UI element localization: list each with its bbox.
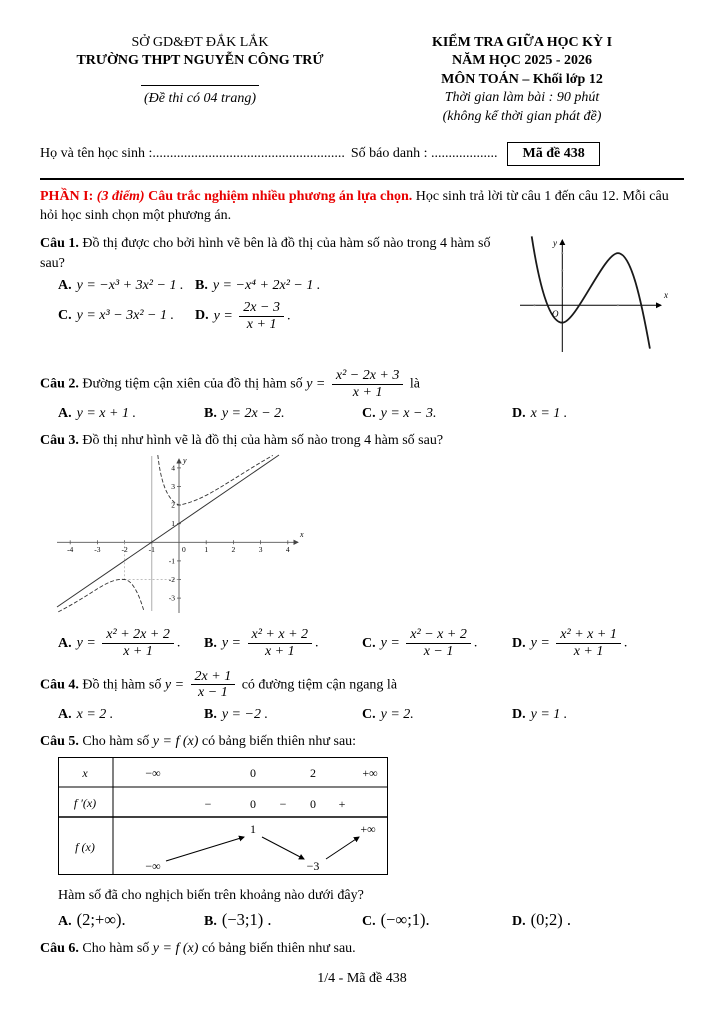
part1-title: Câu trắc nghiệm nhiều phương án lựa chọn.: [148, 189, 413, 205]
fraction: $\frac{\text{x² + 2x + 2}}{x + 1}$: [102, 627, 174, 659]
question-4-text-pre: Đồ thị hàm số: [82, 676, 162, 692]
question-2-options: [58, 404, 684, 424]
svg-text:−∞: −∞: [145, 766, 161, 781]
question-2-stem: Câu 2. Đường tiệm cận xiên của đồ thị hàm số y = $\frac{\text{x² − 2x + 3}}{x + 1}$ là: [40, 368, 420, 400]
subject-grade: MÔN TOÁN – Khối lớp 12: [441, 71, 603, 87]
fraction: $\frac{\text{x² + x + 1}}{x + 1}$: [556, 627, 621, 659]
question-2-text-post: là: [409, 376, 420, 392]
svg-text:4: 4: [285, 544, 290, 554]
page-footer: 1/4 - Mã đề 438: [317, 970, 407, 986]
svg-text:1: 1: [171, 518, 175, 528]
cubic-curve: [532, 237, 650, 349]
svg-text:1: 1: [250, 822, 256, 837]
option-c: C. y = 2.: [362, 706, 414, 722]
svg-text:f (x): f (x): [75, 840, 95, 855]
question-5-prompt: Hàm số đã cho nghịch biến trên khoảng nào dưới đây?: [58, 887, 364, 903]
svg-text:-3: -3: [94, 544, 101, 554]
duration-note: Thời gian làm bài : 90 phút: [444, 90, 600, 106]
oblique-asymptote: [57, 455, 279, 607]
variation-table-wrap: [58, 757, 684, 882]
svg-text:−∞: −∞: [145, 859, 161, 874]
option-c: C. y = x³ − 3x² − 1 .: [58, 308, 175, 324]
student-id-field: Số báo danh : ...................: [350, 146, 498, 162]
question-1: [40, 234, 684, 360]
question-3: [40, 431, 684, 661]
svg-text:2: 2: [171, 500, 175, 510]
question-6-formula: y = f (x): [152, 940, 199, 956]
option-a: A. y = −x³ + 3x² − 1 .: [58, 278, 184, 294]
question-2: [40, 367, 684, 424]
question-5-text-pre: Cho hàm số: [82, 733, 150, 749]
question-6-text-post: có bảng biến thiên như sau.: [201, 940, 356, 956]
upper-branch: [158, 455, 273, 505]
lower-branch: [57, 579, 144, 612]
question-3-stem: [40, 431, 684, 451]
svg-text:3: 3: [258, 544, 263, 554]
y-axis-label: y: [553, 238, 557, 249]
fraction: $\frac{\text{x² − 2x + 3}}{x + 1}$: [332, 368, 404, 400]
svg-text:-4: -4: [67, 544, 74, 554]
duration-subnote: (không kể thời gian phát đề): [442, 108, 602, 124]
option-b: B. y = $\frac{\text{x² + x + 2}}{x + 1}$ .: [204, 627, 319, 659]
svg-text:-1: -1: [148, 544, 155, 554]
question-3-options: [58, 626, 684, 660]
question-1-number: Câu 1.: [40, 236, 79, 252]
fraction: $\frac{\text{x² − x + 2}}{x - 1}$: [406, 627, 471, 659]
origin-label: 0: [182, 544, 186, 554]
page-count-note: (Đề thi có 04 trang): [144, 90, 256, 106]
option-a: A. (2;+∞).: [58, 910, 126, 930]
svg-text:f ′(x): f ′(x): [73, 796, 97, 811]
question-4: [40, 668, 684, 725]
svg-text:2: 2: [231, 544, 236, 554]
exam-code-badge: Mã đề 438: [507, 142, 599, 166]
fraction: $\frac{2x - 3}{x + 1}$: [239, 300, 284, 332]
fraction: $\frac{2x + 1}{x - 1}$: [191, 669, 236, 701]
header: [40, 34, 684, 126]
option-b: B. y = −2 .: [204, 706, 268, 722]
svg-text:3: 3: [171, 481, 175, 491]
x-axis-label: x: [664, 290, 668, 301]
question-5-number: Câu 5.: [40, 733, 79, 749]
student-name-field: Họ và tên học sinh :.......................................................: [40, 146, 345, 162]
svg-text:-2: -2: [121, 544, 128, 554]
option-d: D. x = 1 .: [512, 406, 568, 422]
question-1-text: Đồ thị được cho bởi hình vẽ bên là đồ thị của hàm số nào trong 4 hàm số sau?: [40, 236, 491, 271]
option-a: A. x = 2 .: [58, 706, 114, 722]
svg-text:-1: -1: [168, 556, 175, 566]
x-axis-label: x: [300, 529, 304, 539]
part1-heading: [40, 188, 684, 226]
department-name: SỞ GD&ĐT ĐẮK LẮK: [131, 35, 269, 50]
question-4-text-post: có đường tiệm cận ngang là: [241, 676, 398, 692]
part1-points: (3 điểm): [96, 189, 145, 205]
question-4-options: [58, 705, 684, 725]
y-axis-label: y: [183, 455, 187, 465]
header-right: [360, 34, 684, 126]
question-6-text-pre: Cho hàm số: [82, 940, 150, 956]
svg-text:1: 1: [204, 544, 209, 554]
option-c: C. y = $\frac{\text{x² − x + 2}}{x - 1}$ .: [362, 627, 478, 659]
origin-label: O: [552, 309, 559, 320]
school-name: TRƯỜNG THPT NGUYỄN CÔNG TRỨ: [76, 53, 324, 69]
part1-instructions: Học sinh trả lời từ câu 1 đến câu 12. Mỗi câu hỏi học sinh chọn một phương án.: [40, 189, 669, 224]
variation-table: [58, 757, 388, 875]
question-4-number: Câu 4.: [40, 676, 79, 692]
question-1-graph: [515, 234, 680, 358]
svg-text:+∞: +∞: [360, 822, 376, 837]
question-2-number: Câu 2.: [40, 376, 79, 392]
question-5: [40, 732, 684, 932]
option-c: C. y = x − 3.: [362, 406, 437, 422]
question-5-stem: [40, 732, 684, 752]
option-c: C. (−∞;1).: [362, 910, 430, 930]
option-a: A. y = x + 1 .: [58, 406, 136, 422]
question-3-graph: [54, 453, 306, 617]
question-5-formula: y = f (x): [152, 733, 199, 749]
svg-text:0: 0: [250, 797, 256, 812]
option-b: B. y = 2x − 2.: [204, 406, 285, 422]
svg-text:2: 2: [310, 766, 316, 781]
header-left: [40, 34, 360, 126]
question-3-number: Câu 3.: [40, 433, 79, 449]
question-5-options: [58, 908, 684, 932]
svg-text:0: 0: [310, 797, 316, 812]
section-divider: [40, 178, 684, 180]
question-1-options-row2: [58, 299, 488, 333]
question-6-number: Câu 6.: [40, 940, 79, 956]
question-1-options-row1: [58, 276, 488, 296]
school-year: NĂM HỌC 2025 - 2026: [452, 53, 592, 69]
question-3-text: Đồ thị như hình vẽ là đồ thị của hàm số nào trong 4 hàm số sau?: [82, 433, 444, 449]
option-d: D. y = $\frac{\text{x² + x + 1}}{x + 1}$ .: [512, 627, 628, 659]
student-info-row: [40, 142, 684, 166]
svg-text:-2: -2: [168, 574, 175, 584]
option-a: A. y = $\frac{\text{x² + 2x + 2}}{x + 1}$ .: [58, 627, 181, 659]
svg-text:0: 0: [250, 766, 256, 781]
option-d: D. y = $\frac{2x - 3}{x + 1}$ .: [195, 299, 291, 332]
svg-text:−: −: [204, 797, 212, 812]
exam-title: KIỂM TRA GIỮA HỌC KỲ I: [431, 35, 613, 50]
question-6: [40, 939, 684, 959]
svg-text:-3: -3: [168, 593, 175, 603]
part1-label: PHẦN I:: [40, 189, 94, 205]
question-2-text-pre: Đường tiệm cận xiên của đồ thị hàm số: [82, 376, 303, 392]
svg-text:+: +: [338, 797, 346, 812]
svg-text:4: 4: [171, 463, 175, 473]
option-d: D. y = 1 .: [512, 706, 568, 722]
option-b: B. y = −x⁴ + 2x² − 1 .: [195, 278, 321, 294]
question-4-stem: Câu 4. Đồ thị hàm số y = $\frac{2x + 1}{x - 1}$ có đường tiệm cận ngang là: [40, 668, 398, 701]
fraction: $\frac{\text{x² + x + 2}}{x + 1}$: [248, 627, 313, 659]
question-5-text-post: có bảng biến thiên như sau:: [201, 733, 357, 749]
option-b: B. (−3;1) .: [204, 910, 272, 930]
svg-text:+∞: +∞: [362, 766, 378, 781]
header-divider-line: [141, 85, 259, 86]
svg-text:x: x: [82, 766, 88, 781]
svg-text:−: −: [279, 797, 287, 812]
option-d: D. (0;2) .: [512, 910, 571, 930]
svg-text:−3: −3: [306, 859, 320, 874]
question-3-graph-wrap: [54, 453, 684, 624]
